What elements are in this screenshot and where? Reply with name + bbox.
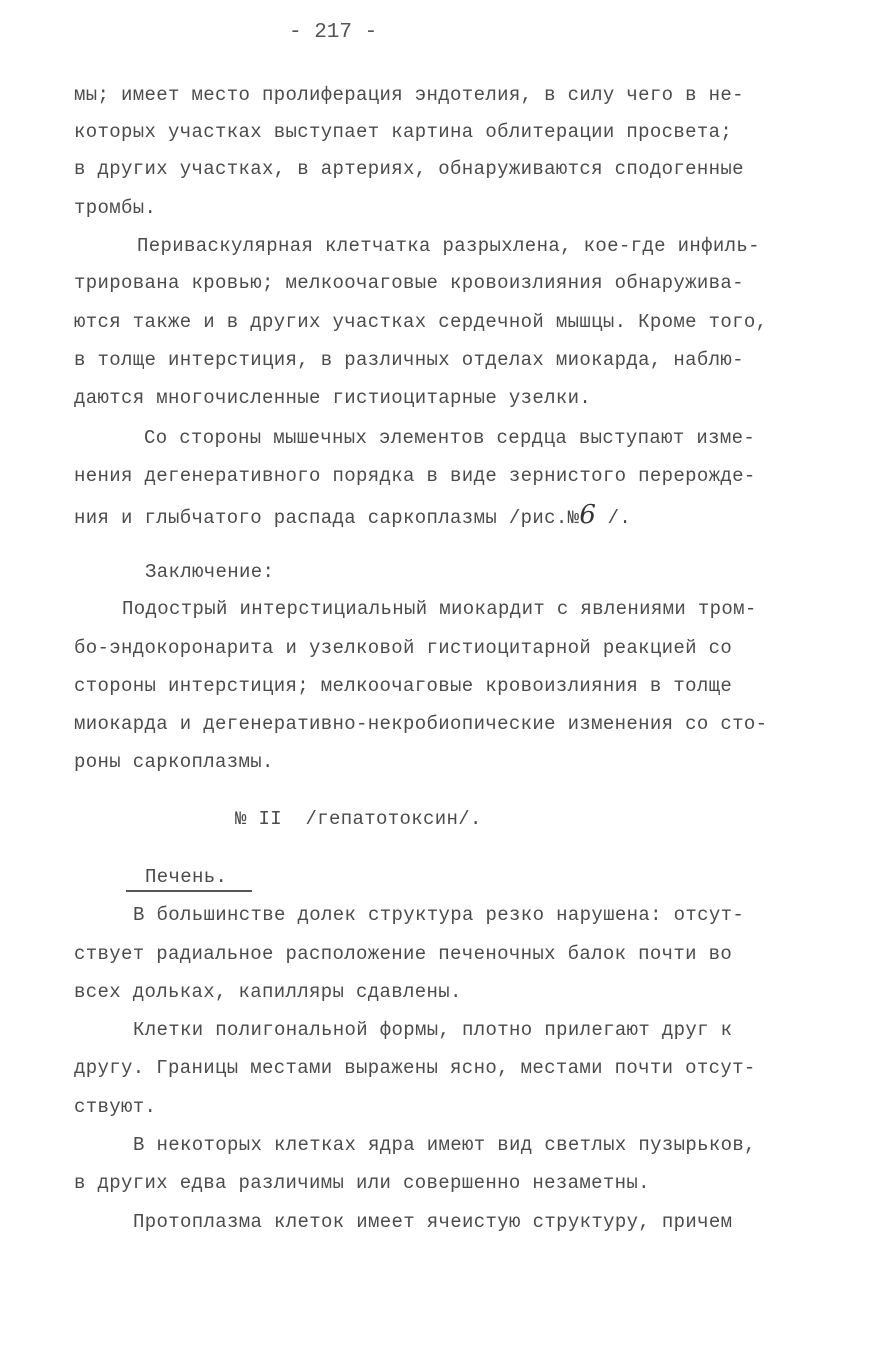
text-line: даются многочисленные гистиоцитарные узелки. bbox=[74, 387, 592, 409]
text-line: трирована кровью; мелкоочаговые кровоизлияния обнаружива- bbox=[74, 272, 744, 294]
text-line: всех дольках, капилляры сдавлены. bbox=[74, 981, 462, 1003]
text-line: ния и глыбчатого распада саркоплазмы /рис.№ bbox=[74, 507, 580, 529]
text-line: другу. Границы местами выражены ясно, местами почти отсут- bbox=[74, 1057, 756, 1079]
text-line: нения дегенеративного порядка в виде зернистого перерожде- bbox=[74, 465, 756, 487]
text-line: в толще интерстиция, в различных отделах миокарда, наблю- bbox=[74, 349, 744, 371]
text-line: ствуют. bbox=[74, 1096, 157, 1118]
section-heading: № II /гепатотоксин/. bbox=[235, 808, 482, 830]
text-line: в других едва различимы или совершенно незаметны. bbox=[74, 1172, 650, 1194]
text-line: ются также и в других участках сердечной мышцы. Кроме того, bbox=[74, 311, 768, 333]
paragraph-start: Со стороны мышечных элементов сердца выступают изме- bbox=[144, 427, 756, 449]
text-line: роны саркоплазмы. bbox=[74, 751, 274, 773]
heading-underline bbox=[126, 890, 252, 892]
paragraph-start: В некоторых клетках ядра имеют вид светлых пузырьков, bbox=[133, 1134, 756, 1156]
text-line: мы; имеет место пролиферация эндотелия, в силу чего в не- bbox=[74, 84, 744, 106]
figure-reference-tail: /. bbox=[595, 507, 632, 529]
text-line: тромбы. bbox=[74, 197, 157, 219]
paragraph-start: Периваскулярная клетчатка разрыхлена, кое-где инфиль- bbox=[137, 235, 760, 257]
text-line: которых участках выступает картина облитерации просвета; bbox=[74, 121, 733, 143]
text-line: стороны интерстиция; мелкоочаговые кровоизлияния в толще bbox=[74, 675, 733, 697]
handwritten-figure-number: 6 bbox=[579, 500, 596, 530]
paragraph-start: Протоплазма клеток имеет ячеистую структуру, причем bbox=[133, 1211, 733, 1233]
text-line: в других участках, в артериях, обнаруживаются сподогенные bbox=[74, 158, 744, 180]
text-line: ствует радиальное расположение печеночных балок почти во bbox=[74, 943, 733, 965]
page-number: - 217 - bbox=[289, 21, 378, 44]
text-line: миокарда и дегенеративно-некробиопические изменения со сто- bbox=[74, 713, 768, 735]
paragraph-start: В большинстве долек структура резко нарушена: отсут- bbox=[133, 904, 745, 926]
paragraph-start: Подострый интерстициальный миокардит с явлениями тром- bbox=[122, 598, 757, 620]
figure-reference-line bbox=[74, 500, 632, 530]
conclusion-heading: Заключение: bbox=[145, 561, 275, 583]
subsection-heading-liver: Печень. bbox=[145, 866, 228, 888]
paragraph-start: Клетки полигональной формы, плотно прилегают друг к bbox=[133, 1019, 733, 1041]
text-line: бо-эндокоронарита и узелковой гистиоцитарной реакцией со bbox=[74, 637, 733, 659]
